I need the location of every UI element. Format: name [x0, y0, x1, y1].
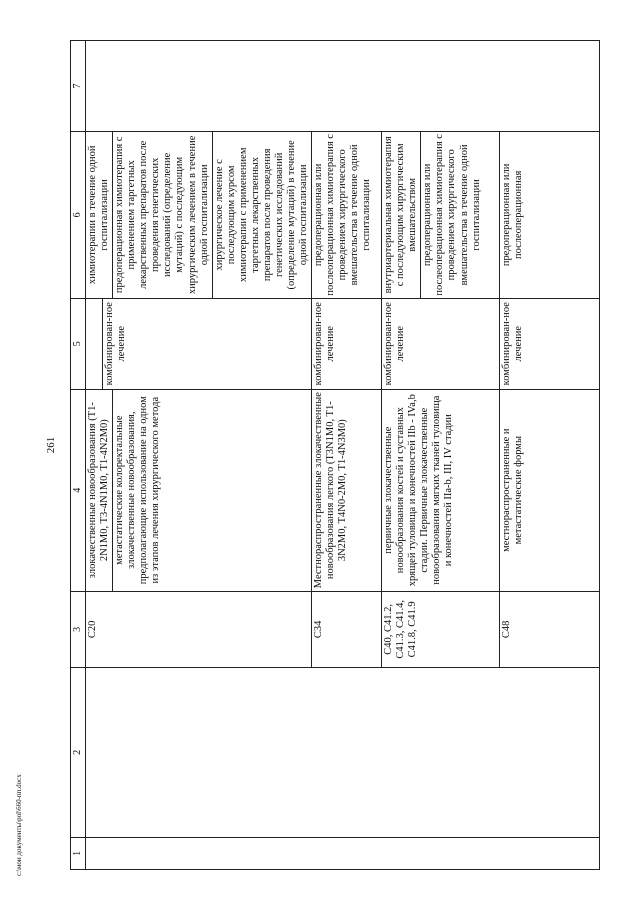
column-number: 1 — [71, 837, 86, 869]
icd-code: C48 — [500, 591, 600, 667]
treatment-type-text: комбинирован-ное лечение — [102, 299, 129, 389]
rotated-table-area — [70, 40, 600, 870]
treatment-type-text: комбинирован-ное лечение — [500, 298, 600, 389]
diagnosis-text: злокачественные новообразования (T1-2N1M0, T3-4N1M0, T1-4N2M0) — [87, 402, 111, 579]
column-number: 4 — [71, 389, 86, 591]
medical-care-table — [70, 40, 600, 870]
diagnosis-text: первичные злокачественные новообразования костей и суставных хрящей туловища и конечностей IIb - IVa,b стадии. Первичные злокачественные новообразования мягких тканей туловища и конечностей IIa-b, III, IV стадии — [382, 389, 500, 591]
icd-code: C34 — [312, 591, 382, 667]
column-number-row — [71, 41, 86, 870]
column-number: 7 — [71, 41, 86, 132]
page-number: 261 — [45, 436, 57, 454]
diagnosis-text: Местнораспространенные злокачественные новообразования легкого (T3N1M0, T1-3N2M0, T4N0-2M0, T1-4N3M0) — [312, 389, 382, 591]
treatment-method-text: предоперационная или послеоперационная химиотерапия с проведением хирургического вмешательства в течение одной госпитализации — [312, 131, 382, 298]
column-number: 2 — [71, 667, 86, 837]
diagnosis-text: местнораспространенные и метастатические формы — [500, 389, 600, 591]
column-number: 3 — [71, 591, 86, 667]
cell-empty — [86, 667, 600, 837]
treatment-method-text: предоперационная химиотерапия с применением таргетных лекарственных препаратов после проведения генетических исследований (определение мутаций) с последующим хирургическим лечением в течение одной госпитализации — [112, 132, 212, 298]
treatment-method-text: предоперационная или послеоперационная — [500, 131, 600, 298]
treatment-method-cell — [382, 131, 500, 298]
cell-empty — [86, 837, 600, 869]
treatment-type-text: комбинирован-ное лечение — [382, 298, 500, 389]
column-number: 5 — [71, 298, 86, 389]
treatment-type-text: комбинирован-ное лечение — [312, 298, 382, 389]
treatment-type — [86, 298, 312, 389]
treatment-method-text: хирургическое лечение с последующим курсом химиотерапии с применением таргетных лекарственных препаратов после проведения генетических исследований (определение мутаций) в течение одной госпитализации — [212, 132, 312, 298]
table-row — [86, 41, 312, 870]
treatment-method-cell — [86, 131, 312, 298]
treatment-spacer — [86, 299, 102, 389]
table-rotation-frame — [70, 40, 600, 870]
icd-code: C40, C41.2, C41.3, C41.4, C41.8, C41.9 — [382, 591, 500, 667]
column-number: 6 — [71, 131, 86, 298]
diagnosis-cell — [86, 389, 312, 591]
treatment-method-text: химиотерапии в течение одной госпитализации — [87, 145, 111, 285]
treatment-method-text: предоперационная или послеоперационная химиотерапия с проведением хирургического вмешательства в течение одной госпитализации — [420, 132, 483, 298]
diagnosis-text: метастатические колоректальные злокачественные новообразования, предполагающие использование на одном из этапов лечения хирургического метода — [112, 390, 163, 591]
footer-file-path: c:\мои документы\pol\660-пп.docx — [15, 774, 23, 876]
cell-empty — [86, 41, 600, 132]
treatment-method-text: внутриартериальная химиотерапия с последующим хирургическим вмешательством — [383, 136, 419, 294]
icd-code: C20 — [86, 591, 312, 667]
